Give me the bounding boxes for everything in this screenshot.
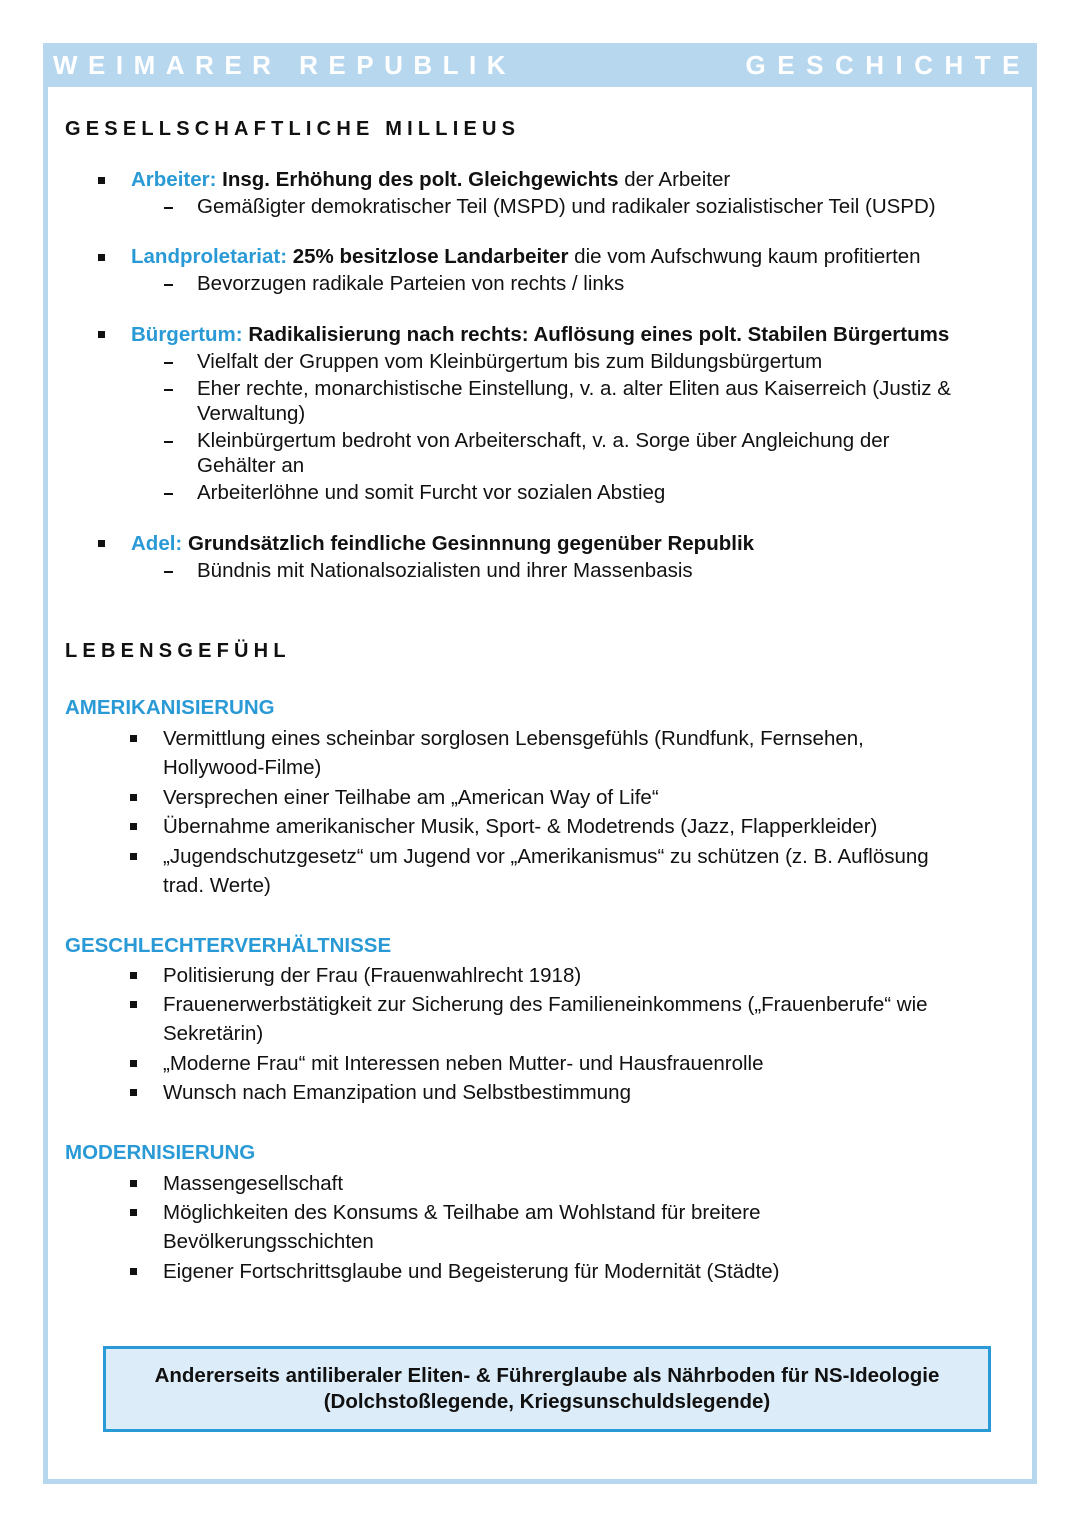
sub-item: Gemäßigter demokratischer Teil (MSPD) und radikaler sozialistischer Teil (USPD) xyxy=(197,195,936,218)
sub-item: Bündnis mit Nationalsozialisten und ihrer Massenbasis xyxy=(197,559,693,582)
term-land: Landproletariat: xyxy=(131,245,288,268)
bullet-buergertum xyxy=(131,322,949,348)
bullet-dash xyxy=(164,389,173,391)
list-item: „Moderne Frau“ mit Interessen neben Mutter- und Hausfrauenrolle xyxy=(163,1052,764,1075)
summary-line-2: (Dolchstoßlegende, Kriegsunschuldslegende) xyxy=(323,1390,771,1413)
header-subject-title: WEIMARER REPUBLIK xyxy=(53,50,517,80)
list-item: Frauenerwerbstätigkeit zur Sicherung des Familieneinkommens („Frauenberufe“ wie xyxy=(163,993,928,1016)
list-item: Wunsch nach Emanzipation und Selbstbestimmung xyxy=(163,1081,631,1104)
sub-item: Arbeiterlöhne und somit Furcht vor sozialen Abstieg xyxy=(197,481,666,504)
sub-item-continuation: Gehälter an xyxy=(197,454,305,477)
subsection-title-modernisierung: MODERNISIERUNG xyxy=(65,1141,256,1164)
term-buerger-bold: Radikalisierung nach rechts: Auflösung eines polt. Stabilen Bürgertums xyxy=(248,323,950,346)
header-course-title: GESCHICHTE xyxy=(745,50,1031,80)
sub-item-continuation: Verwaltung) xyxy=(197,402,306,425)
term-adel-bold: Grundsätzlich feindliche Gesinnnung gegenüber Republik xyxy=(187,532,755,555)
term-buerger: Bürgertum: xyxy=(131,323,243,346)
term-arbeiter-rest: der Arbeiter xyxy=(618,168,731,191)
term-adel: Adel: xyxy=(131,532,183,555)
bullet-square xyxy=(130,823,137,830)
list-item: Massengesellschaft xyxy=(163,1172,344,1195)
bullet-square xyxy=(130,1268,137,1275)
summary-box xyxy=(103,1346,991,1432)
bullet-square xyxy=(130,972,137,979)
bullet-dash xyxy=(164,571,173,573)
bullet-dash xyxy=(164,362,173,364)
term-arbeiter-bold: Insg. Erhöhung des polt. Gleichgewichts xyxy=(222,168,619,191)
bullet-square xyxy=(98,331,105,338)
bullet-dash xyxy=(164,284,173,286)
bullet-square xyxy=(130,1060,137,1067)
sub-item: Kleinbürgertum bedroht von Arbeiterschaft, v. a. Sorge über Angleichung der xyxy=(197,429,890,452)
section-title-milieus: GESELLSCHAFTLICHE MILLIEUS xyxy=(65,118,521,140)
bullet-square xyxy=(130,1089,137,1096)
bullet-square xyxy=(98,540,105,547)
bullet-square xyxy=(130,1001,137,1008)
bullet-square xyxy=(130,1209,137,1216)
bullet-dash xyxy=(164,441,173,443)
list-item: „Jugendschutzgesetz“ um Jugend vor „Amerikanismus“ zu schützen (z. B. Auflösung xyxy=(163,845,929,868)
list-item-continuation: Hollywood-Filme) xyxy=(163,756,322,779)
bullet-dash xyxy=(164,207,173,209)
list-item-continuation: Bevölkerungsschichten xyxy=(163,1230,374,1253)
section-title-lebensgefuehl: LEBENSGEFÜHL xyxy=(65,640,291,662)
bullet-adel xyxy=(131,531,754,557)
term-land-bold: 25% besitzlose Landarbeiter xyxy=(292,245,569,268)
bullet-square xyxy=(130,1180,137,1187)
sub-item: Eher rechte, monarchistische Einstellung, v. a. alter Eliten aus Kaiserreich (Justiz & xyxy=(197,377,951,400)
bullet-square xyxy=(130,853,137,860)
bullet-dash xyxy=(164,493,173,495)
list-item: Möglichkeiten des Konsums & Teilhabe am Wohlstand für breitere xyxy=(163,1201,761,1224)
list-item-continuation: trad. Werte) xyxy=(163,874,271,897)
bullet-arbeiter xyxy=(131,167,730,193)
list-item: Politisierung der Frau (Frauenwahlrecht 1918) xyxy=(163,964,582,987)
list-item: Übernahme amerikanischer Musik, Sport- & Modetrends (Jazz, Flapperkleider) xyxy=(163,815,878,838)
subsection-title-geschlecht: GESCHLECHTERVERHÄLTNISSE xyxy=(65,934,392,957)
bullet-landproletariat xyxy=(131,244,921,270)
list-item: Eigener Fortschrittsglaube und Begeisterung für Modernität (Städte) xyxy=(163,1260,780,1283)
list-item: Vermittlung eines scheinbar sorglosen Lebensgefühls (Rundfunk, Fernsehen, xyxy=(163,727,864,750)
bullet-square xyxy=(130,794,137,801)
bullet-square xyxy=(98,254,105,261)
summary-line-1: Andererseits antiliberaler Eliten- & Führerglaube als Nährboden für NS-Ideologie xyxy=(154,1364,940,1387)
sub-item: Vielfalt der Gruppen vom Kleinbürgertum bis zum Bildungsbürgertum xyxy=(197,350,823,373)
bullet-square xyxy=(98,177,105,184)
list-item: Versprechen einer Teilhabe am „American Way of Life“ xyxy=(163,786,659,809)
term-arbeiter: Arbeiter: xyxy=(131,168,217,191)
term-land-rest: die vom Aufschwung kaum profitierten xyxy=(568,245,921,268)
list-item-continuation: Sekretärin) xyxy=(163,1022,264,1045)
bullet-square xyxy=(130,735,137,742)
subsection-title-amerikanisierung: AMERIKANISIERUNG xyxy=(65,696,275,719)
sub-item: Bevorzugen radikale Parteien von rechts / links xyxy=(197,272,625,295)
